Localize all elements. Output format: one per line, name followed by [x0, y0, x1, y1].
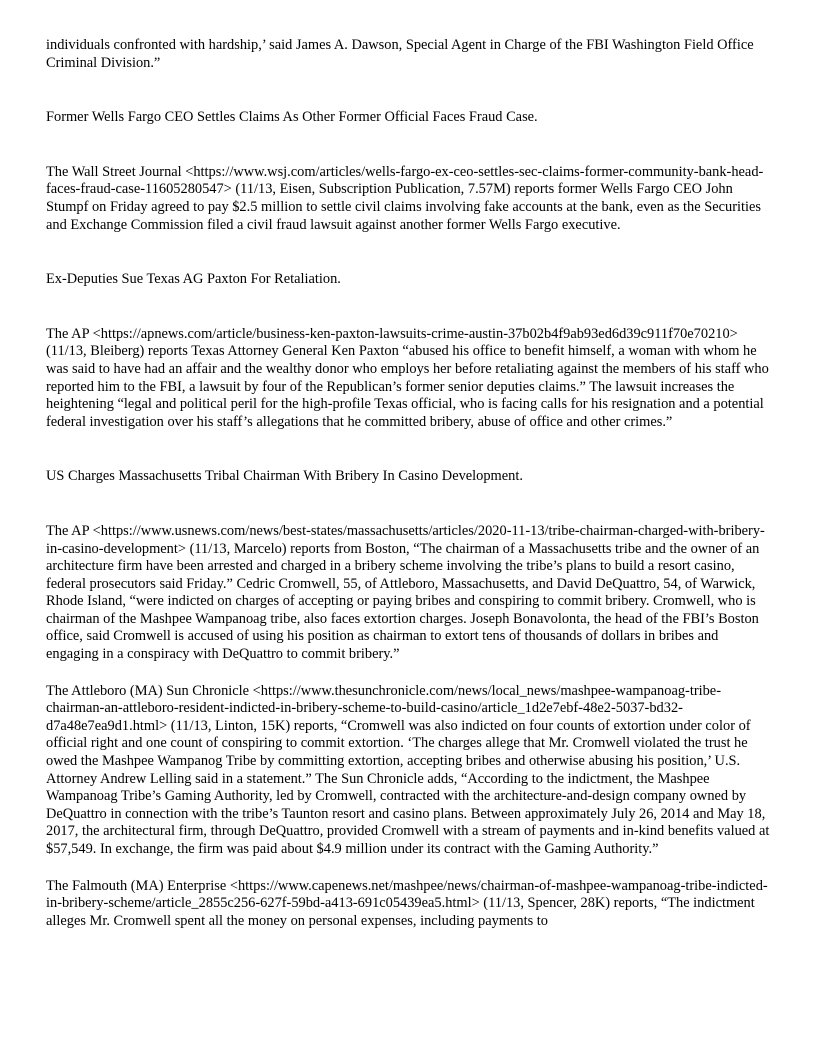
paragraph-ap-paxton: The AP <https://apnews.com/article/business-ken-paxton-lawsuits-crime-austin-37b02b4f9ab93ed6d39c911f70e70210> (11/13, Bleiberg) reports Texas Attorney General Ken Paxton “abused his office to benefit himself, a woman with whom he was said to have had an affair and the wealthy donor who employs her before retaliating against the members of his staff who reported him to the FBI, a lawsuit by four of the Republican’s former senior deputies claims.” The lawsuit increases the heightening “legal and political peril for the high-profile Texas official, who is facing calls for his resignation and a potential federal investigation over his staff’s allegations that he committed bribery, abuse of office and other crimes.”	[46, 325, 769, 430]
headline-wells-fargo: Former Wells Fargo CEO Settles Claims As Other Former Official Faces Fraud Case.	[46, 109, 538, 126]
headline-tribal-chairman: US Charges Massachusetts Tribal Chairman With Bribery In Casino Development.	[46, 468, 523, 485]
paragraph-ap-tribal-chairman: The AP <https://www.usnews.com/news/best-states/massachusetts/articles/2020-11-13/tribe-chairman-charged-with-bribery-in-casino-development> (11/13, Marcelo) reports from Boston, “The chairman of a Massachusetts tribe and the owner of an architecture firm have been arrested and charged in a bribery scheme involving the tribe’s plans to build a resort casino, federal prosecutors said Friday.” Cedric Cromwell, 55, of Attleboro, Massachusetts, and David DeQuattro, 54, of Warwick, Rhode Island, “were indicted on charges of accepting or paying bribes and conspiring to commit bribery. Cromwell, who is chairman of the Mashpee Wampanoag tribe, also faces extortion charges. Joseph Bonavolonta, the head of the FBI’s Boston office, said Cromwell is accused of using his position as chairman to extort tens of thousands of dollars in bribes and engaging in a conspiracy with DeQuattro to commit bribery.”	[46, 522, 765, 663]
paragraph-wsj-wells-fargo: The Wall Street Journal <https://www.wsj.com/articles/wells-fargo-ex-ceo-settles-sec-claims-former-community-bank-head-faces-fraud-case-11605280547> (11/13, Eisen, Subscription Publication, 7.57M) reports former Wells Fargo CEO John Stumpf on Friday agreed to pay $2.5 million to settle civil claims involving fake accounts at the bank, even as the Securities and Exchange Commission filed a civil fraud lawsuit against another former Wells Fargo executive.	[46, 163, 764, 233]
headline-paxton: Ex-Deputies Sue Texas AG Paxton For Retaliation.	[46, 271, 341, 288]
paragraph-fbi-quote-end: individuals confronted with hardship,’ said James A. Dawson, Special Agent in Charge of the FBI Washington Field Office Criminal Division.”	[46, 37, 754, 71]
document-page	[46, 37, 774, 930]
paragraph-sun-chronicle: The Attleboro (MA) Sun Chronicle <https://www.thesunchronicle.com/news/local_news/mashpee-wampanoag-tribe-chairman-an-attleboro-resident-indicted-in-bribery-scheme-to-build-casino/article_1d2e7ebf-48e2-5037-bd32-d7a48e7ea9d1.html> (11/13, Linton, 15K) reports, “Cromwell was also indicted on four counts of extortion under color of official right and one count of conspiring to commit extortion. ‘The charges allege that Mr. Cromwell violated the trust he owed the Mashpee Wampanog Tribe by committing extortion, accepting bribes and otherwise abusing his position,’ U.S. Attorney Andrew Lelling said in a statement.” The Sun Chronicle adds, “According to the indictment, the Mashpee Wampanoag Tribe’s Gaming Authority, led by Cromwell, contracted with the architecture-and-design company owned by DeQuattro in connection with the tribe’s Taunton resort and casino plans. Between approximately July 26, 2014 and May 18, 2017, the architectural firm, through DeQuattro, provided Cromwell with a stream of payments and in-kind benefits valued at $57,549. In exchange, the firm was paid about $4.9 million under its contract with the Gaming Authority.”	[46, 682, 770, 857]
paragraph-falmouth-enterprise: The Falmouth (MA) Enterprise <https://www.capenews.net/mashpee/news/chairman-of-mashpee-wampanoag-tribe-indicted-in-bribery-scheme/article_2855c256-627f-59bd-a413-691c05439ea5.html> (11/13, Spencer, 28K) reports, “The indictment alleges Mr. Cromwell spent all the money on personal expenses, including payments to	[46, 877, 768, 929]
